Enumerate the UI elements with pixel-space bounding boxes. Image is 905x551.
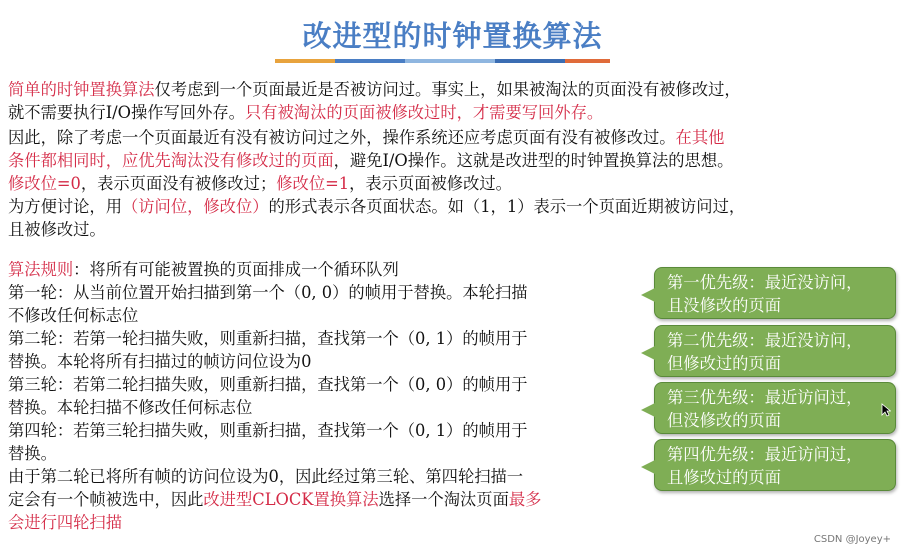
intro-line-6 [8, 195, 745, 218]
intro-text: 因此，除了考虑一个页面最近有没有被访问过之外，操作系统还应考虑页面有没有被修改过。 [8, 128, 676, 147]
callout-text: 第一优先级：最近没访问， [667, 273, 863, 292]
max-highlight: 会进行四轮扫描 [8, 513, 122, 532]
round-1-line-1: 第一轮：从当前位置开始扫描到第一个（0, 0）的帧用于替换。本轮扫描 [8, 283, 528, 302]
writeback-highlight: 只有被淘汰的页面被修改过时，才需要写回外存。 [244, 103, 604, 122]
state-notation: （访问位，修改位） [121, 197, 269, 216]
intro-text: 仅考虑到一个页面最近是否被访问过。事实上，如果被淘汰的页面没有被修改过， [154, 80, 741, 99]
title-bar-segment-2 [335, 59, 405, 63]
title-bar-segment-5 [565, 59, 610, 63]
intro-line-5 [8, 172, 745, 195]
intro-line-2 [8, 101, 745, 124]
intro-text: ，表示页面没有被修改过； [80, 174, 277, 193]
mouse-cursor-icon [881, 403, 891, 417]
callout-tail [641, 288, 655, 302]
round-4-line-1: 第四轮：若第三轮扫描失败，则重新扫描，查找第一个（0, 1）的帧用于 [8, 421, 528, 440]
title-bar-segment-1 [275, 59, 335, 63]
priority-callout-1 [654, 267, 896, 319]
intro-text: 为方便讨论，用 [8, 197, 122, 216]
simple-clock-term: 简单的时钟置换算法 [8, 80, 155, 99]
max-highlight: 最多 [508, 490, 542, 509]
conclusion-line-1: 由于第二轮已将所有帧的访问位设为0，因此经过第三轮、第四轮扫描一 [8, 467, 524, 486]
priority-callout-4 [654, 439, 896, 491]
intro-paragraph [8, 78, 745, 241]
rules-heading: 算法规则 [8, 260, 74, 279]
algorithm-rules [8, 258, 541, 534]
title-bar-segment-4 [495, 59, 565, 63]
intro-line-1 [8, 78, 745, 101]
callout-text: 但没修改的页面 [667, 411, 781, 430]
title-bar-segment-3 [405, 59, 495, 63]
intro-line-3 [8, 126, 745, 149]
callout-text: 但修改过的页面 [667, 354, 781, 373]
callout-tail [641, 346, 655, 360]
round-2-line-1: 第二轮：若第一轮扫描失败，则重新扫描，查找第一个（0, 1）的帧用于 [8, 329, 528, 348]
priority-highlight: 条件都相同时，应优先淘汰没有修改过的页面 [8, 151, 334, 170]
callout-text: 第二优先级：最近没访问， [667, 331, 863, 350]
callout-text: 第三优先级：最近访问过， [667, 388, 863, 407]
csdn-watermark: CSDN @Joyey+ [813, 534, 891, 545]
callout-text: 且修改过的页面 [667, 468, 781, 487]
round-3-line-2: 替换。本轮扫描不修改任何标志位 [8, 398, 253, 417]
conclusion-line-2 [8, 488, 541, 511]
intro-text: ，避免I/O操作。这就是改进型的时钟置换算法的思想。 [333, 151, 734, 170]
intro-line-4 [8, 149, 745, 172]
intro-text: 就不需要执行I/O操作写回外存。 [8, 103, 245, 122]
intro-text: ，表示页面被修改过。 [349, 174, 512, 193]
conclusion-line-3 [8, 511, 541, 534]
priority-highlight: 在其他 [675, 128, 725, 147]
priority-callout-2 [654, 325, 896, 377]
round-2-line-2: 替换。本轮将所有扫描过的帧访问位设为0 [8, 352, 312, 371]
modify-bit-0: 修改位=0 [8, 174, 81, 193]
priority-callout-3 [654, 382, 896, 434]
page-title: 改进型的时钟置换算法 [302, 19, 603, 53]
intro-text: 且被修改过。 [8, 220, 106, 239]
callout-tail [641, 460, 655, 474]
round-4-line-2: 替换。 [8, 444, 57, 463]
rule-text: 选择一个淘汰页面 [378, 490, 509, 509]
improved-clock-term: 改进型CLOCK置换算法 [203, 490, 379, 509]
callout-tail [641, 403, 655, 417]
round-1-line-2: 不修改任何标志位 [8, 306, 139, 325]
rule-line-1 [8, 258, 541, 281]
intro-line-7 [8, 218, 745, 241]
rule-text: 定会有一个帧被选中，因此 [8, 490, 204, 509]
intro-text: 的形式表示各页面状态。如（1，1）表示一个页面近期被访问过， [268, 197, 746, 216]
callout-text: 第四优先级：最近访问过， [667, 445, 863, 464]
rule-text: ：将所有可能被置换的页面排成一个循环队列 [73, 260, 399, 279]
modify-bit-1: 修改位=1 [276, 174, 350, 193]
round-3-line-1: 第三轮：若第二轮扫描失败，则重新扫描，查找第一个（0, 0）的帧用于 [8, 375, 528, 394]
callout-text: 且没修改的页面 [667, 296, 781, 315]
